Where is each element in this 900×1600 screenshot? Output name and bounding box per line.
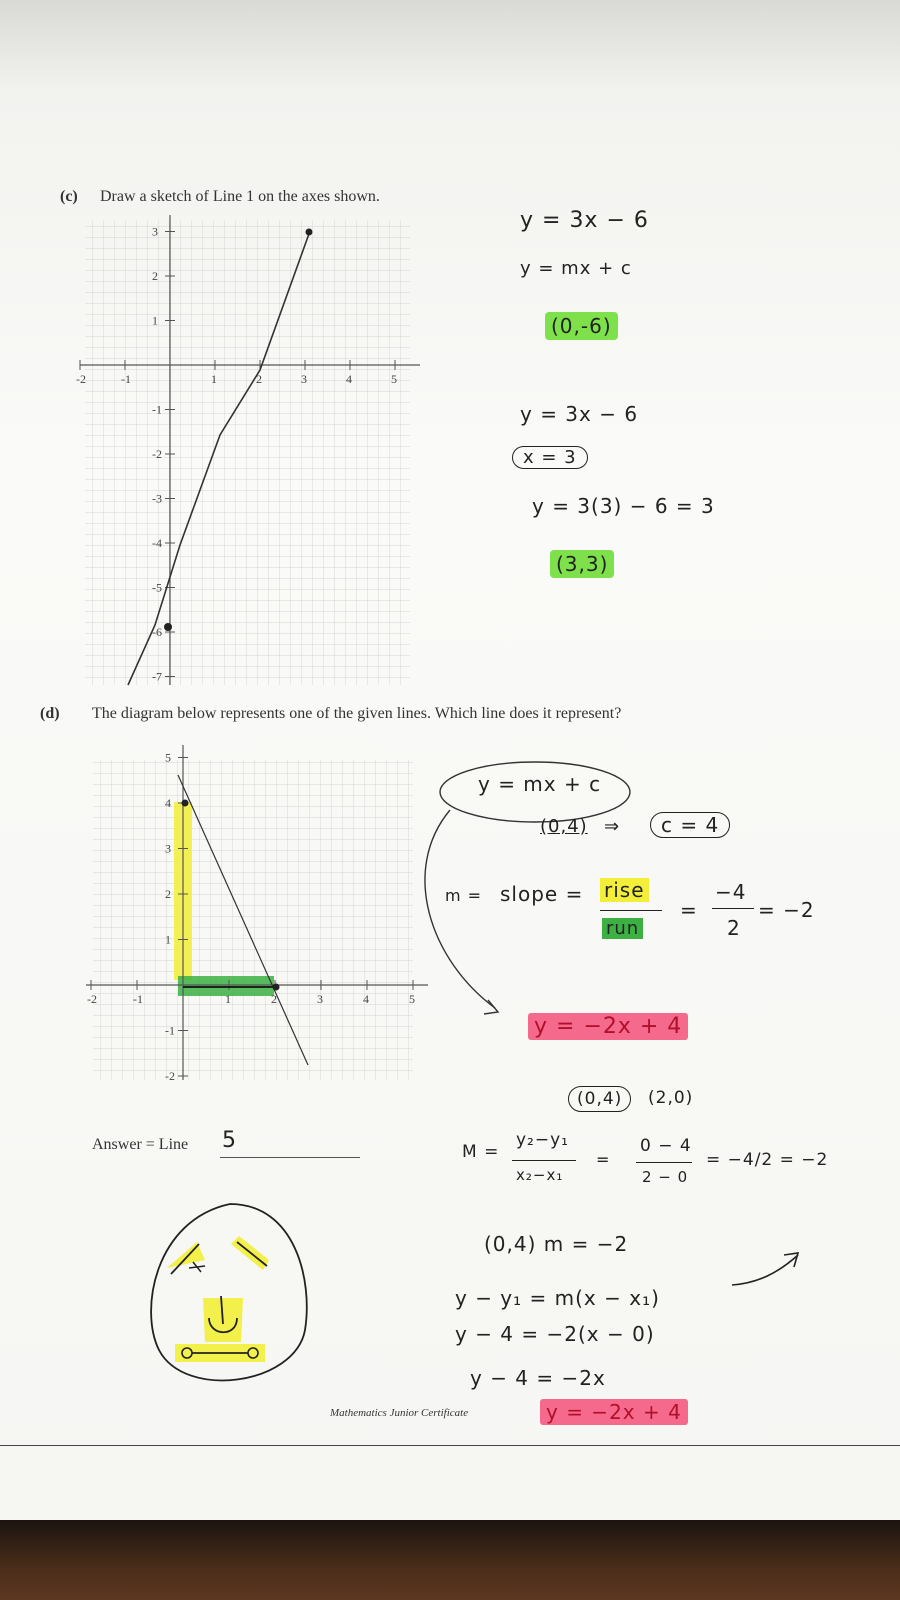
d-work-m-num: y₂−y₁ (516, 1130, 569, 1150)
c-work-x-val: x = 3 (512, 446, 588, 469)
part-c-axes (70, 215, 440, 695)
y-tick-label: 2 (165, 887, 171, 901)
c-work-point1: (0,-6) (545, 312, 618, 340)
x-tick-label: 3 (301, 372, 307, 386)
grid-c (85, 220, 410, 685)
c-work-eq2: y = mx + c (520, 258, 632, 279)
d-work-general: y = mx + c (478, 772, 602, 796)
y-tick-label: -2 (165, 1069, 175, 1083)
d-work-m-result: = −4/2 = −2 (706, 1150, 829, 1170)
arrow-up-right-doodle (728, 1245, 808, 1295)
x-tick-label: 4 (346, 372, 352, 386)
part-c-prompt: Draw a sketch of Line 1 on the axes shown. (100, 188, 380, 205)
x-tick-label: -2 (76, 372, 86, 386)
x-tick-label: 5 (409, 992, 415, 1006)
c-work-eq3: y = 3x − 6 (520, 402, 639, 426)
d-work-pt-form-1: y − y₁ = m(x − x₁) (455, 1286, 660, 1310)
y-tick-label: 3 (165, 841, 171, 856)
y-tick-label: -3 (152, 491, 162, 506)
c-work-eq4: y = 3(3) − 6 = 3 (532, 494, 715, 518)
y-tick-label: -6 (152, 625, 162, 639)
d-work-slope: slope = (500, 882, 584, 906)
implies-arrow: ⇒ (604, 816, 621, 837)
grid-d (93, 760, 413, 1080)
c-work-eq1: y = 3x − 6 (520, 208, 649, 233)
d-work-m-mid-den: 2 − 0 (642, 1168, 689, 1186)
y-tick-label: 5 (165, 750, 171, 765)
x-tick-label: 2 (271, 992, 277, 1006)
d-work-pt-a: (0,4) (568, 1086, 631, 1112)
d-work-run: run (602, 918, 643, 939)
d-work-rise: rise (600, 878, 649, 902)
y-tick-label: -4 (152, 536, 162, 550)
answer-label: Answer = Line (92, 1136, 189, 1153)
d-work-point-c: (0,4) (540, 816, 588, 837)
d-work-pt-form-given: (0,4) m = −2 (484, 1232, 629, 1256)
part-d-prompt: The diagram below represents one of the given lines. Which line does it represent? (92, 705, 622, 722)
x-tick-label: 4 (363, 992, 369, 1006)
footer-text: Mathematics Junior Certificate (330, 1407, 469, 1419)
m-frac-bar (512, 1160, 576, 1161)
rise-run-bar (600, 910, 662, 911)
c-work-point2: (3,3) (550, 550, 614, 578)
x-tick-label: 2 (256, 372, 262, 386)
d-work-m-label: m = (445, 886, 483, 905)
d-work-pt-b: (2,0) (648, 1088, 694, 1108)
part-d-label: (d) (40, 705, 60, 722)
answer-value: 5 (222, 1128, 237, 1153)
d-work-frac-den: 2 (727, 916, 741, 940)
x-tick-label: -2 (87, 992, 97, 1006)
x-tick-label: 1 (225, 992, 231, 1006)
point-0-neg6 (164, 623, 172, 631)
d-work-c-val: c = 4 (650, 812, 730, 838)
y-tick-label: 1 (152, 313, 158, 328)
point-2-0 (273, 984, 280, 991)
eq-sign-2: = (596, 1150, 611, 1169)
y-tick-label: -5 (152, 580, 162, 595)
d-work-m-mid-num: 0 − 4 (640, 1136, 692, 1156)
mid-frac-bar (636, 1162, 692, 1163)
d-work-frac-num: −4 (715, 880, 747, 904)
d-work-pt-form-3: y − 4 = −2x (470, 1366, 606, 1390)
y-tick-label: -1 (152, 402, 162, 417)
x-tick-label: 1 (211, 372, 217, 386)
point-3-3 (306, 229, 313, 236)
d-result-1: y = −2x + 4 (528, 1013, 688, 1040)
d-result-2: y = −2x + 4 (540, 1399, 688, 1425)
x-tick-label: 5 (391, 372, 397, 386)
desk-background (0, 1520, 900, 1600)
d-work-frac-res: = −2 (758, 898, 815, 922)
y-tick-label: 2 (152, 269, 158, 283)
y-tick-label: -7 (152, 669, 162, 684)
x-tick-label: -1 (121, 372, 131, 386)
frac-bar (712, 908, 754, 909)
d-work-eq-sign: = (680, 898, 698, 922)
part-d-axes (78, 740, 438, 1090)
point-0-4 (182, 800, 189, 807)
x-tick-label: 3 (317, 992, 323, 1006)
part-c-label: (c) (60, 188, 78, 205)
page-bottom-rule (0, 1445, 900, 1446)
answer-line[interactable] (220, 1157, 360, 1158)
face-doodle (145, 1200, 315, 1400)
y-tick-label: 3 (152, 224, 158, 239)
y-tick-label: -2 (152, 447, 162, 461)
d-work-pt-form-2: y − 4 = −2(x − 0) (455, 1322, 655, 1346)
x-tick-label: -1 (133, 992, 143, 1006)
y-tick-label: -1 (165, 1023, 175, 1038)
d-work-m-eq: M = (462, 1142, 500, 1162)
y-tick-label: 4 (165, 796, 171, 810)
y-tick-label: 1 (165, 932, 171, 947)
d-work-m-den: x₂−x₁ (516, 1166, 564, 1184)
